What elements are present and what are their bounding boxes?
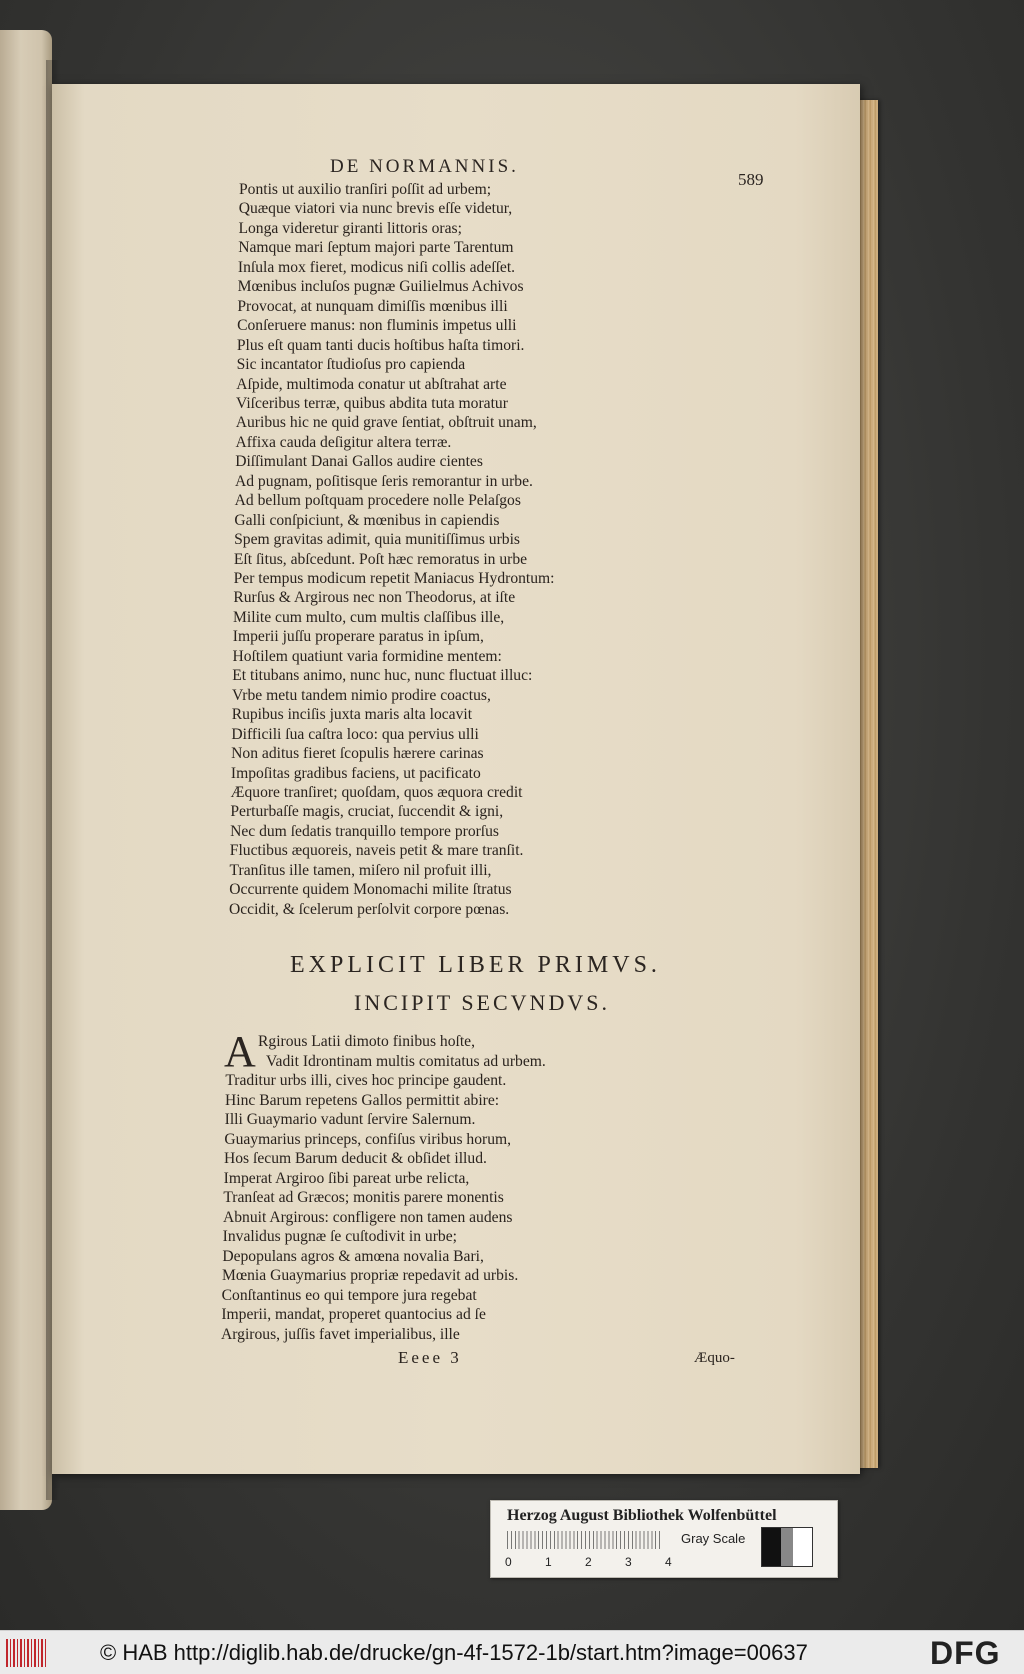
verse-line: Rupibus inciſis juxta maris alta locavit (231, 706, 473, 724)
verse-line: Argirous, juſſis favet imperialibus, ille (221, 1325, 460, 1343)
ruler-number: 0 (505, 1555, 512, 1569)
verse-line: Occurrente quidem Monomachi milite ſtratus (229, 881, 512, 899)
verse-line: Tranſeat ad Græcos; monitis parere monentis (223, 1189, 504, 1206)
verse-line: Namque mari ſeptum majori parte Tarentum (238, 239, 514, 257)
verse-line: Imperii, mandat, properet quantocius ad ſe (221, 1306, 486, 1323)
verse-line: Longa videretur giranti littoris oras; (238, 219, 462, 237)
verse-line: Hinc Barum repetens Gallos permittit abire: (225, 1091, 500, 1109)
footer-url[interactable]: © HAB http://diglib.hab.de/drucke/gn-4f-1572-1b/start.htm?image=00637 (100, 1640, 808, 1665)
verse-line: Nec dum ſedatis tranquillo tempore prorſus (230, 822, 500, 840)
verse-line: Galli conſpiciunt, & mœnibus in capiendis (234, 511, 500, 529)
facing-page-edge (0, 30, 52, 1510)
drop-capital: A (224, 1027, 256, 1076)
verse-line: Tranſitus ille tamen, miſero nil profuit illi, (229, 861, 492, 879)
verse-line: Diſſimulant Danai Gallos audire cientes (235, 453, 483, 471)
verse-line: Sic incantator ſtudioſus pro capienda (236, 356, 466, 374)
verse-line: Provocat, at nunquam dimiſſis mœnibus illi (237, 297, 508, 315)
verse-line: Rgirous Latii dimoto finibus hoſte, (258, 1033, 476, 1050)
scale-ruler (507, 1531, 661, 1549)
verse-line: Difficili ſua caſtra loco: qua pervius ulli (231, 725, 479, 743)
verse-line: Invalidus pugnæ ſe cuſtodivit in urbe; (222, 1228, 457, 1245)
verse-line: Conſeruere manus: non fluminis impetus ulli (237, 317, 517, 335)
signature-mark: Eeee 3 (398, 1348, 462, 1367)
verse-line: Per tempus modicum repetit Maniacus Hydrontum: (233, 570, 555, 587)
verse-line: Traditur urbs illi, cives hoc principe gaudent. (225, 1072, 507, 1089)
running-head: DE NORMANNIS. (330, 156, 519, 177)
catchword: Æquo- (694, 1350, 735, 1366)
hab-barcode-icon (6, 1639, 48, 1667)
verse-line: Aſpide, multimoda conatur ut abſtrahat arte (236, 375, 507, 393)
library-label-title: Herzog August Bibliothek Wolfenbüttel (507, 1507, 777, 1524)
verse-line: Vadit Idrontinam multis comitatus ad urbem. (266, 1052, 546, 1070)
verse-line: Impoſitas gradibus faciens, ut pacificato (230, 764, 481, 782)
verse-line: Conſtantinus eo qui tempore jura regebat (221, 1286, 477, 1304)
ruler-number: 4 (665, 1555, 672, 1569)
verse-line: Abnuit Argirous: confligere non tamen audens (223, 1208, 513, 1226)
library-color-label (490, 1500, 838, 1578)
verse-line: Fluctibus æquoreis, naveis petit & mare tranſit. (229, 842, 524, 860)
verse-line: Mœnia Guaymarius propriæ repedavit ad urbis. (222, 1267, 519, 1284)
incipit-heading: INCIPIT SECVNDVS. (354, 990, 610, 1015)
verse-line: Viſceribus terræ, quibus abdita tuta moratur (236, 394, 508, 412)
verse-line: Plus eſt quam tanti ducis hoſtibus haſta timori. (236, 336, 525, 354)
verse-line: Et titubans animo, nunc huc, nunc fluctuat illuc: (232, 667, 533, 685)
verse-line: Inſula mox fieret, modicus niſi collis adeſſet. (237, 258, 516, 276)
verse-line: Ad pugnam, poſitisque ſeris remorantur in urbe. (234, 472, 533, 490)
page-number: 589 (738, 170, 764, 189)
verse-line: Mœnibus incluſos pugnæ Guilielmus Achivos (237, 278, 524, 296)
verse-line: Quæque viatori via nunc brevis eſſe videtur, (238, 200, 513, 218)
ruler-number: 2 (585, 1555, 592, 1569)
verse-line: Æquore tranſiret; quoſdam, quos æquora credit (230, 783, 523, 801)
verse-line: Affixa cauda deſigitur altera terræ. (235, 433, 452, 451)
ruler-number: 1 (545, 1555, 552, 1569)
verse-line: Pontis ut auxilio tranſiri poſſit ad urbem; (239, 181, 492, 198)
dfg-logo: DFG (930, 1635, 1001, 1671)
explicit-heading: EXPLICIT LIBER PRIMVS. (290, 952, 661, 978)
verse-line: Ad bellum poſtquam procedere nolle Pelaſgos (234, 492, 521, 510)
ruler-number: 3 (625, 1555, 632, 1569)
verse-line: Perturbaſſe magis, cruciat, ſuccendit & igni, (230, 803, 504, 821)
verse-line: Imperii juſſu properare paratus in ipſum, (232, 628, 484, 646)
verse-line: Imperat Argiroo ſibi pareat urbe relicta, (223, 1169, 470, 1187)
verse-line: Non aditus fieret ſcopulis hærere carinas (231, 745, 484, 763)
verse-line: Hoſtilem quatiunt varia formidine mentem: (232, 647, 502, 665)
verse-line: Auribus hic ne quid grave ſentiat, obſtruit unam, (235, 414, 537, 432)
verse-line: Guaymarius princeps, confiſus viribus horum, (224, 1130, 512, 1148)
verse-line: Eſt ſitus, abſcedunt. Poſt hæc remoratus in urbe (233, 550, 528, 568)
gray-scale-swatch (761, 1527, 813, 1567)
verse-line: Hos ſecum Barum deducit & obſidet illud. (224, 1150, 487, 1167)
verse-line: Vrbe metu tandem nimio prodire coactus, (231, 686, 491, 704)
verse-line: Rurſus & Argirous nec non Theodorus, at iſte (233, 589, 516, 607)
verse-line: Illi Guaymario vadunt ſervire Salernum. (224, 1111, 476, 1128)
verse-line: Milite cum multo, cum multis claſſibus ille, (233, 608, 505, 626)
verse-line: Spem gravitas adimit, quia munitiſſimus urbis (234, 531, 520, 549)
gray-scale-label: Gray Scale (681, 1531, 746, 1546)
verse-line: Occidit, & ſcelerum perſolvit corpore pœnas. (229, 900, 510, 918)
footer-bar (0, 1630, 1024, 1674)
verse-line: Depopulans agros & amœna novalia Bari, (222, 1247, 484, 1265)
